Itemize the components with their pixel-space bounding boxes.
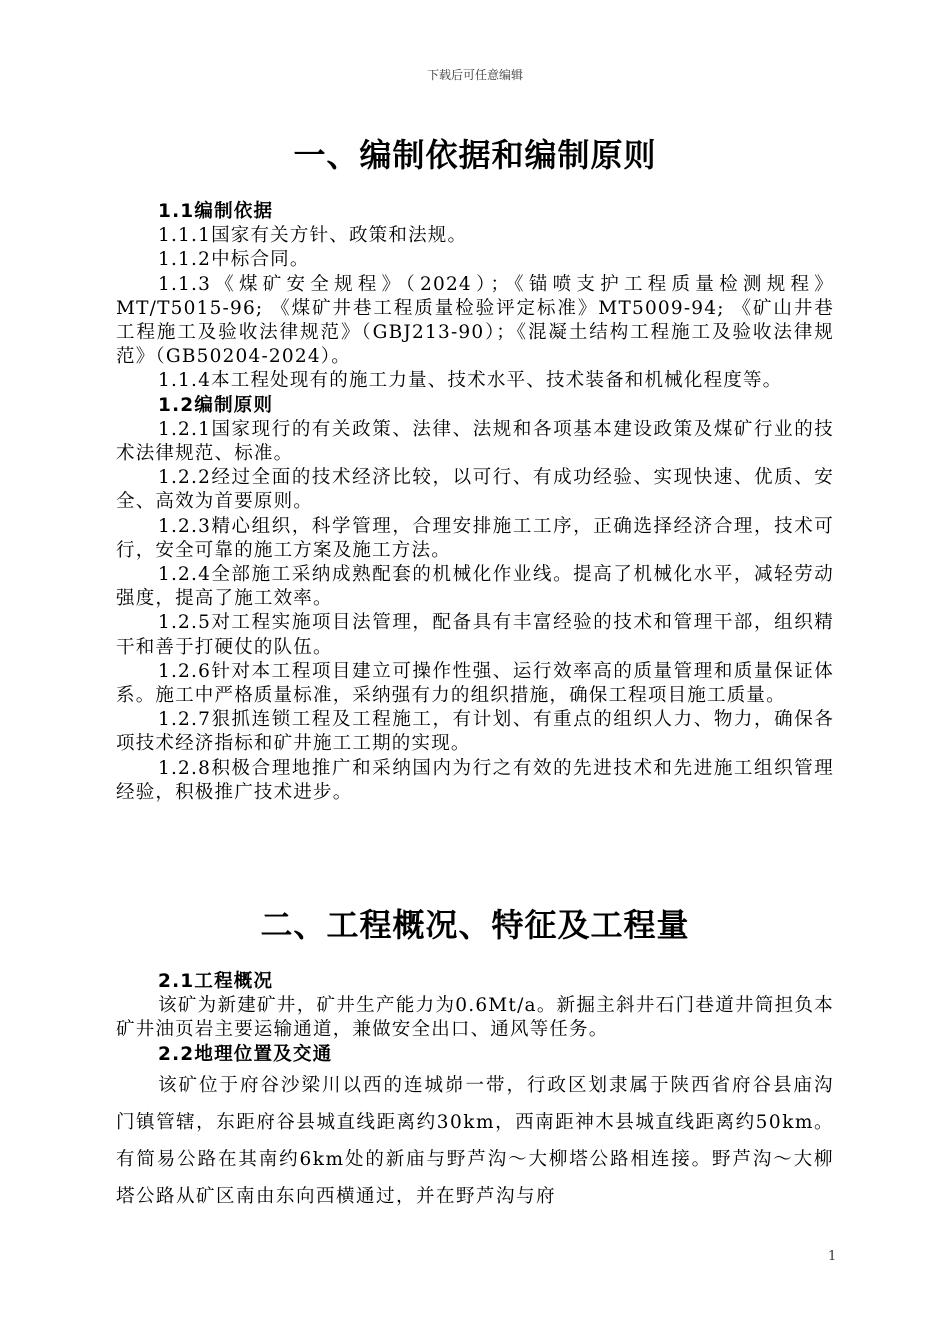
section-2-1-title: 2.1工程概况 (158, 971, 274, 992)
chapter2-body (116, 970, 834, 1215)
chapter1-title: 一、编制依据和编制原则 (293, 136, 657, 174)
paragraph: 1.1.2中标合同。 (158, 249, 310, 271)
section-2-2-title: 2.2地理位置及交通 (158, 1043, 333, 1065)
paragraph: 1.2.1国家现行的有关政策、法律、法规和各项基本建设政策及煤矿行业的技术法律规范、标准。 (116, 418, 834, 465)
paragraph: 1.1.3《煤矿安全规程》（2024）；《锚喷支护工程质量检测规程》MT/T5015-96; 《煤矿井巷工程质量检验评定标准》MT5009-94; 《矿山井巷工程施工及验收法律规范》（GBJ213-90）；《混凝土结构工程施工及验收法律规范》（GB50204-2024）。 (116, 273, 834, 368)
paragraph: 1.2.4全部施工采纳成熟配套的机械化作业线。提高了机械化水平，减轻劳动强度，提高了施工效率。 (116, 564, 834, 610)
page-header: 下载后可任意编辑 (426, 68, 523, 82)
paragraph: 1.2.7狠抓连锁工程及工程施工，有计划、有重点的组织人力、物力，确保各项技术经济指标和矿井施工工期的实现。 (116, 709, 834, 755)
paragraph: 1.2.6针对本工程项目建立可操作性强、运行效率高的质量管理和质量保证体系。施工中严格质量标准，采纳强有力的组织措施，确保工程项目施工质量。 (116, 660, 834, 707)
paragraph: 1.2.3精心组织，科学管理，合理安排施工工序，正确选择经济合理，技术可行，安全可靠的施工方案及施工方法。 (116, 515, 834, 561)
section-1-2-title: 1.2编制原则 (158, 394, 274, 416)
section-1-1-title: 1.1编制依据 (158, 201, 274, 222)
paragraph: 1.2.5对工程实施项目法管理，配备具有丰富经验的技术和管理干部，组织精干和善于打硬仗的队伍。 (116, 612, 834, 658)
paragraph: 1.1.4本工程处现有的施工力量、技术水平、技术装备和机械化程度等。 (158, 370, 783, 392)
paragraph: 1.2.2经过全面的技术经济比较，以可行、有成功经验、实现快速、优质、安全、高效为首要原则。 (116, 467, 834, 513)
paragraph: 1.2.8积极合理地推广和采纳国内为行之有效的先进技术和先进施工组织管理经验，积极推广技术进步。 (116, 757, 834, 803)
page-number: 1 (828, 1249, 837, 1264)
chapter2-title: 二、工程概况、特征及工程量 (260, 906, 690, 944)
paragraph: 该矿位于府谷沙梁川以西的连城峁一带，行政区划隶属于陕西省府谷县庙沟门镇管辖，东距府谷县城直线距离约30km，西南距神木县城直线距离约50km。有简易公路在其南约6km处的新庙与野芦沟～大柳塔公路相连接。野芦沟～大柳塔公路从矿区南由东向西横通过，并在野芦沟与府 (116, 1074, 834, 1207)
chapter1-body (116, 200, 834, 805)
paragraph: 1.1.1国家有关方针、政策和法规。 (158, 225, 468, 247)
paragraph: 该矿为新建矿井，矿井生产能力为0.6Mt/a。新掘主斜井石门巷道井筒担负本矿井油页岩主要运输通道，兼做安全出口、通风等任务。 (116, 995, 834, 1041)
